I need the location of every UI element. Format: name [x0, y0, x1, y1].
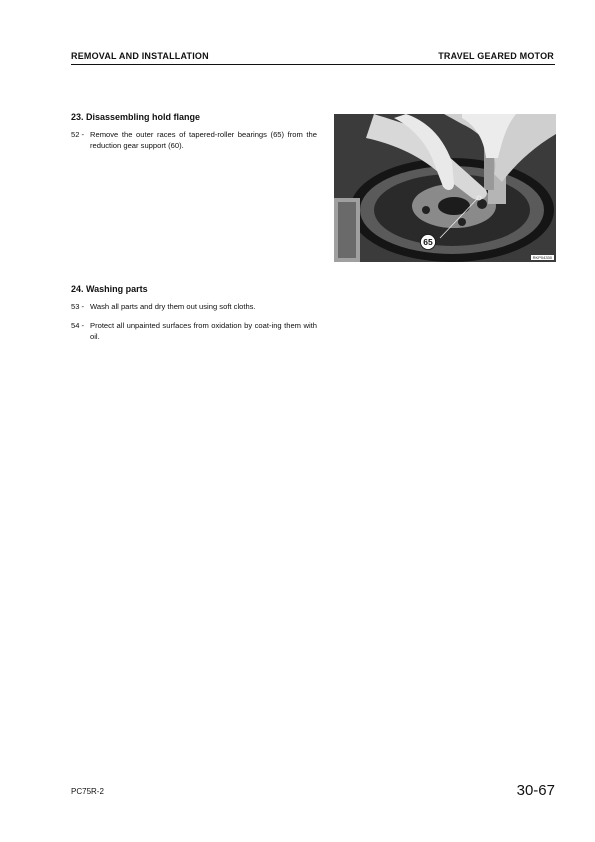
- step-53: [71, 301, 317, 312]
- section-title-washing: 24. Washing parts: [71, 284, 148, 294]
- figure-code: RKP04330: [532, 255, 552, 260]
- section-title-disassembling: 23. Disassembling hold flange: [71, 112, 201, 122]
- step-text: Wash all parts and dry them out using soft cloths.: [90, 302, 256, 311]
- step-52: [71, 129, 317, 151]
- step-number: 54 -: [71, 321, 85, 330]
- step-text: Protect all unpainted surfaces from oxidation by coat-ing them with oil.: [90, 321, 317, 341]
- header-rule: [71, 64, 555, 65]
- page-number: 30-67: [516, 782, 555, 799]
- step-number: 52 -: [71, 130, 85, 139]
- step-54: [71, 320, 317, 342]
- step-text: Remove the outer races of tapered-roller bearings (65) from the reduction gear support (60).: [90, 130, 317, 150]
- header-chapter-title: TRAVEL GEARED MOTOR: [438, 51, 554, 61]
- photo-illustration: [334, 114, 556, 262]
- footer-model: PC75R-2: [71, 787, 104, 796]
- disassembly-photo: [334, 114, 556, 262]
- header-section-title: REMOVAL AND INSTALLATION: [71, 51, 209, 61]
- callout-65-label: 65: [423, 237, 433, 248]
- step-number: 53 -: [71, 302, 85, 311]
